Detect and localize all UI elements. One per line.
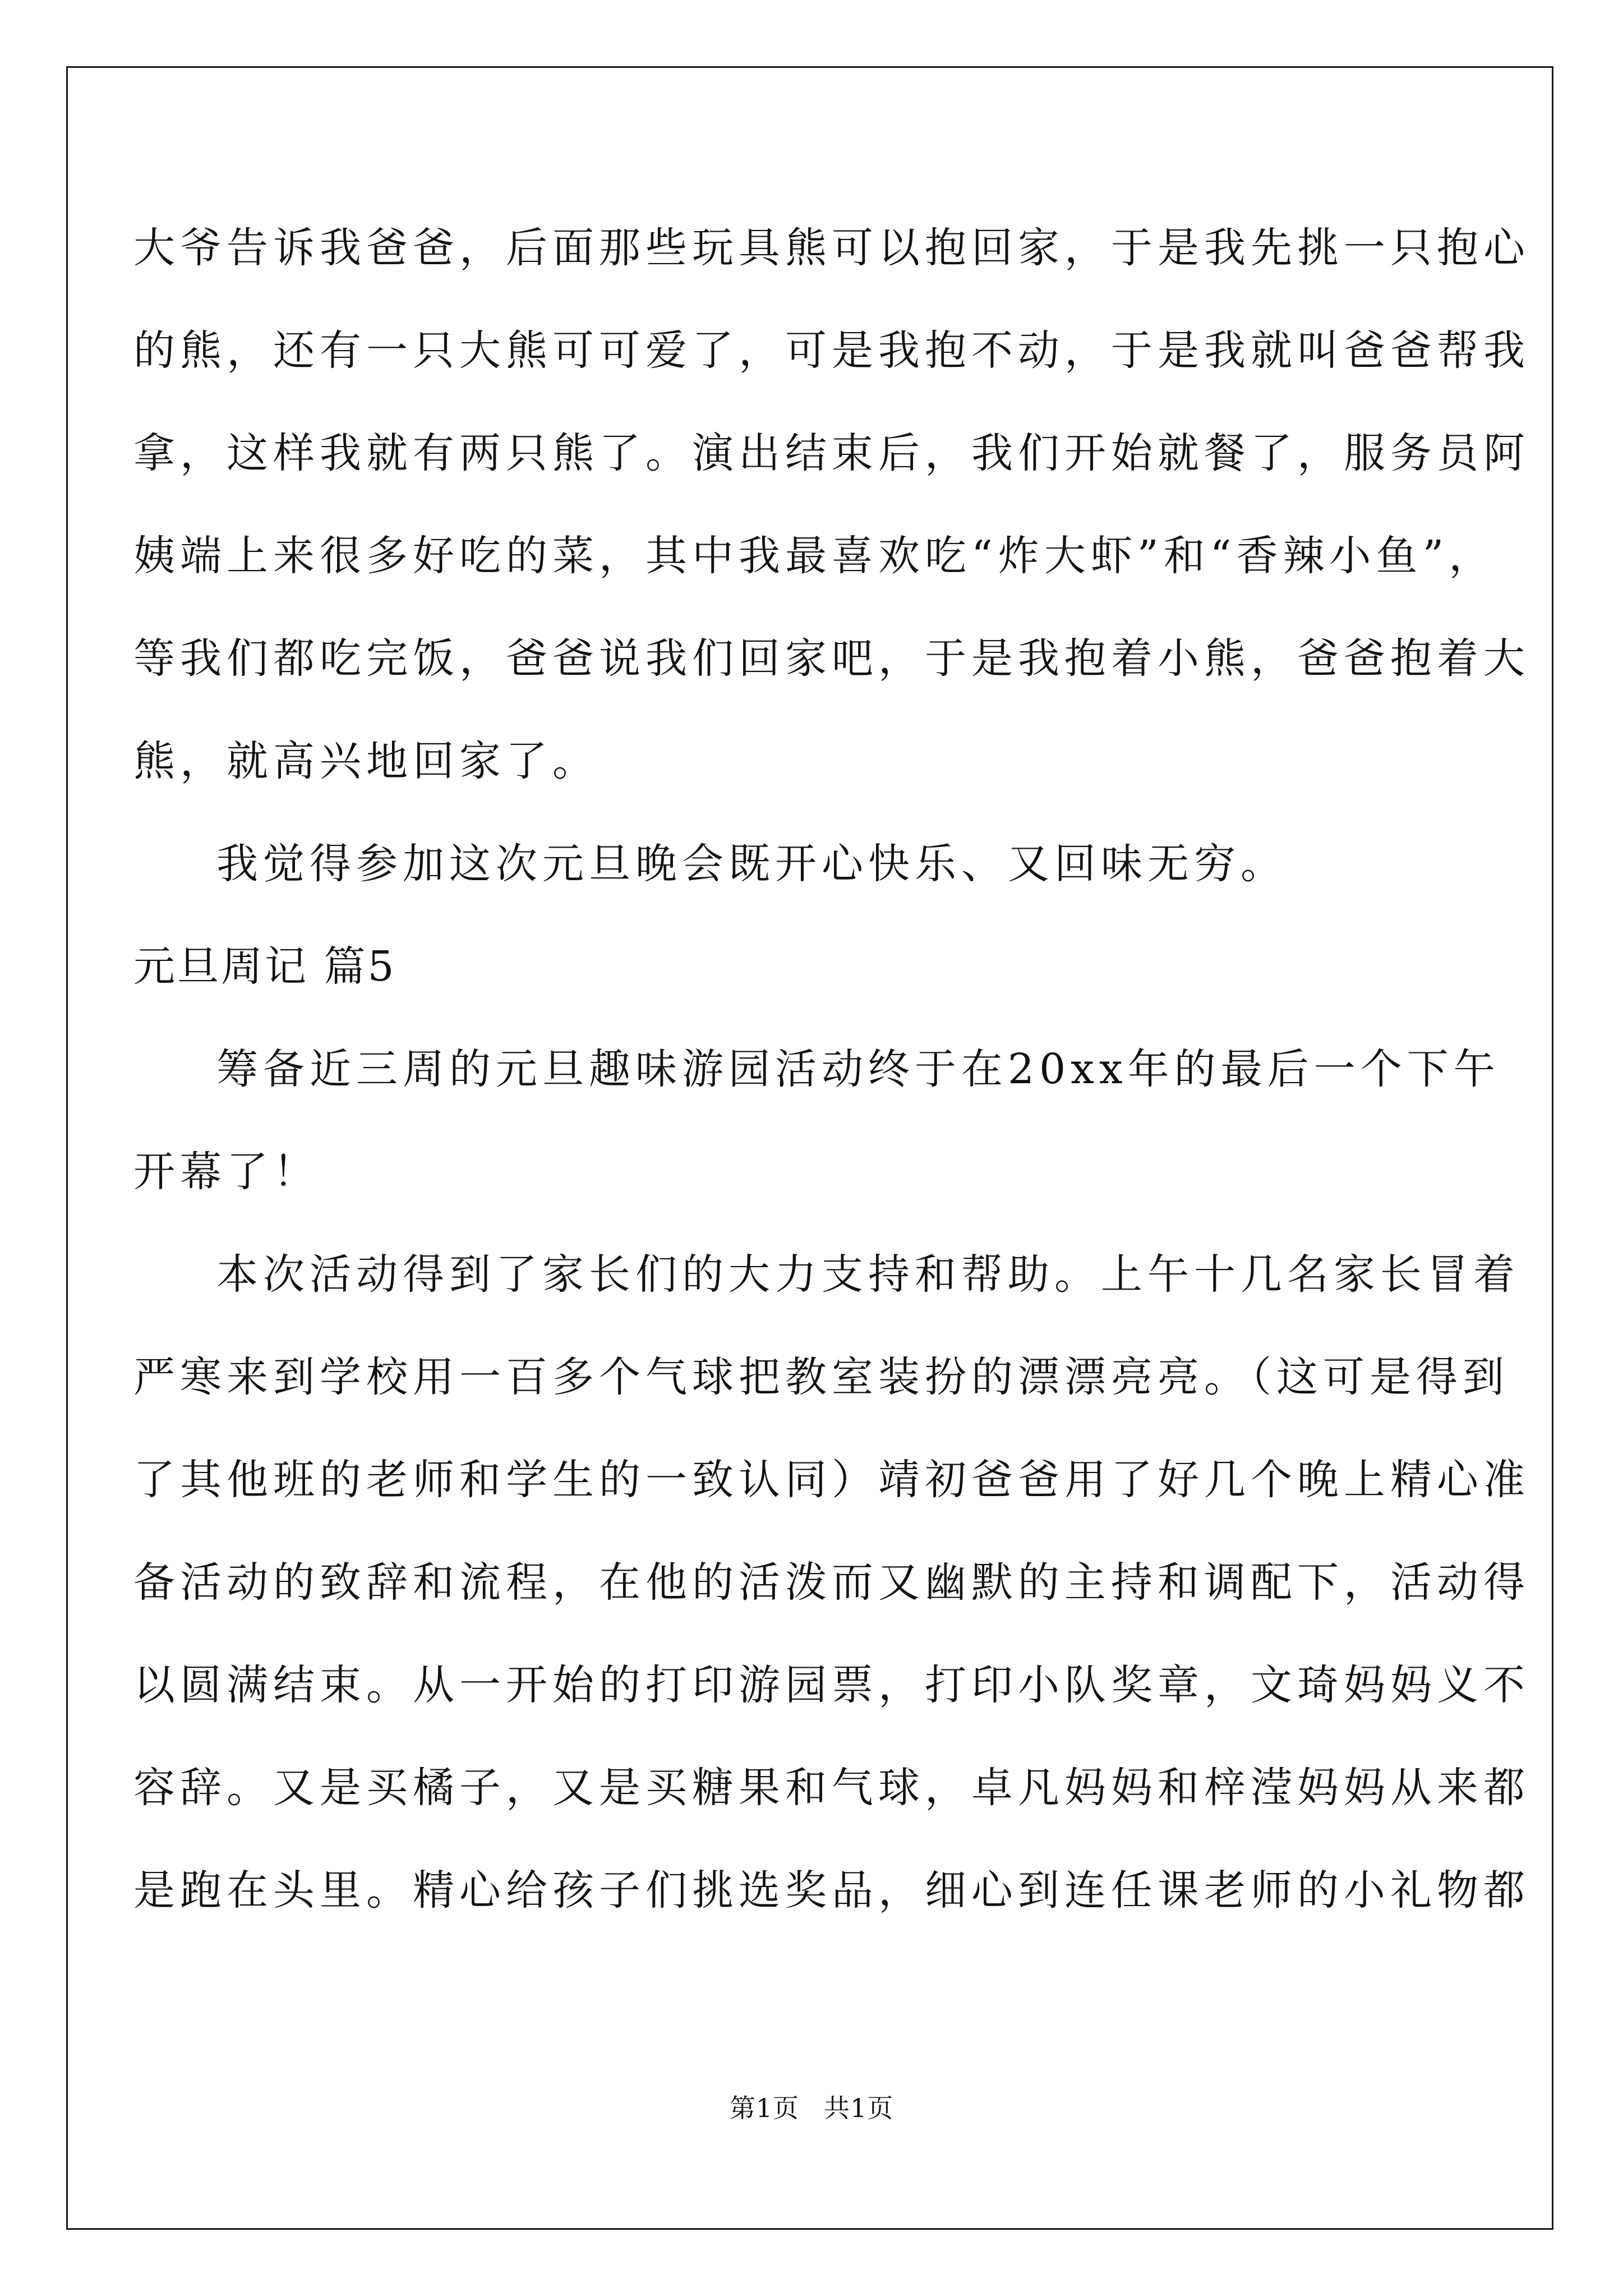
paragraph-line: 姨端上来很多好吃的菜，其中我最喜欢吃“炸大虾”和“香辣小鱼”， (133, 532, 1496, 580)
paragraph-line: 熊，就高兴地回家了。 (133, 737, 599, 785)
paragraph-line: 了其他班的老师和学生的一致认同）靖初爸爸用了好几个晚上精心准 (133, 1456, 1530, 1504)
page-footer (0, 2091, 1623, 2125)
paragraph-line: 是跑在头里。精心给孩子们挑选奖品，细心到连任课老师的小礼物都 (133, 1866, 1530, 1915)
section-heading: 元旦周记 篇5 (133, 942, 396, 991)
paragraph-line: 开幕了！ (133, 1148, 320, 1196)
page-number: 第1页 (729, 2093, 799, 2123)
paragraph-line: 以圆满结束。从一开始的打印游园票，打印小队奖章，文琦妈妈义不 (133, 1661, 1530, 1709)
paragraph-line: 的熊，还有一只大熊可可爱了，可是我抱不动，于是我就叫爸爸帮我 (133, 326, 1530, 375)
paragraph-line: 拿，这样我就有两只熊了。演出结束后，我们开始就餐了，服务员阿 (133, 429, 1530, 477)
paragraph-line: 大爷告诉我爸爸，后面那些玩具熊可以抱回家，于是我先挑一只抱心 (133, 224, 1530, 272)
paragraph-line: 等我们都吃完饭，爸爸说我们回家吧，于是我抱着小熊，爸爸抱着大 (133, 634, 1530, 683)
paragraph-line: 容辞。又是买橘子，又是买糖果和气球，卓凡妈妈和梓滢妈妈从来都 (133, 1764, 1530, 1812)
paragraph-line: 我觉得参加这次元旦晚会既开心快乐、又回味无穷。 (216, 840, 1287, 888)
paragraph-line: 本次活动得到了家长们的大力支持和帮助。上午十几名家长冒着 (216, 1250, 1520, 1299)
paragraph-line: 备活动的致辞和流程，在他的活泼而又幽默的主持和调配下，活动得 (133, 1558, 1530, 1607)
page-total: 共1页 (824, 2093, 894, 2123)
paragraph-line: 筹备近三周的元旦趣味游园活动终于在20xx年的最后一个下午 (216, 1045, 1500, 1093)
paragraph-line: 严寒来到学校用一百多个气球把教室装扮的漂漂亮亮。（这可是得到 (133, 1353, 1509, 1401)
